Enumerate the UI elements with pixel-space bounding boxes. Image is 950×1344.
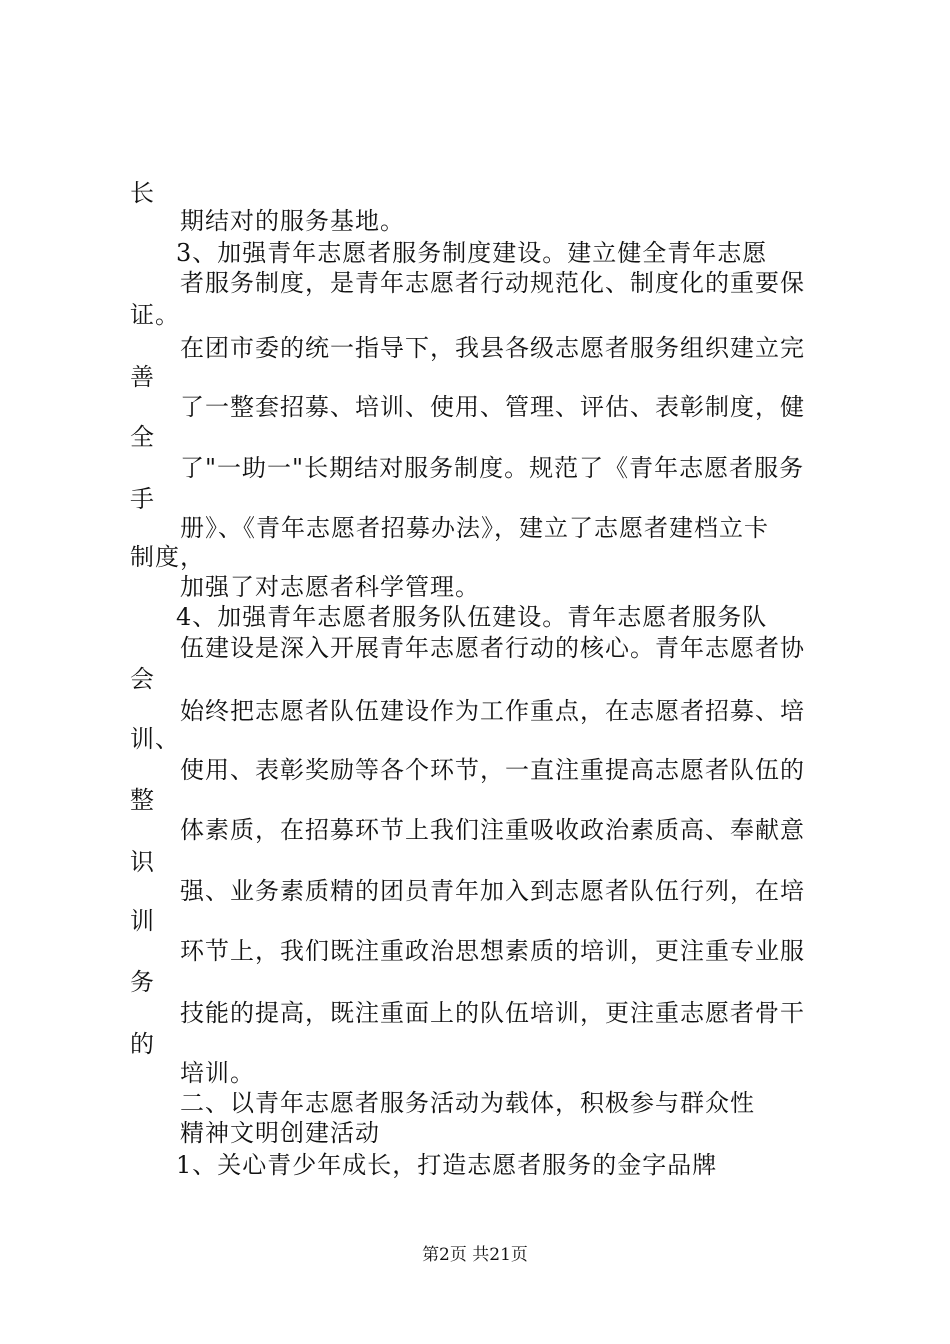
text-line: 在团市委的统一指导下，我县各级志愿者服务组织建立完 (180, 334, 805, 362)
text-line: 加强了对志愿者科学管理。 (180, 573, 480, 601)
text-line: 的 (130, 1030, 155, 1058)
text-line: 强、业务素质精的团员青年加入到志愿者队伍行列，在培 (180, 877, 805, 905)
text-line: 精神文明创建活动 (180, 1119, 380, 1147)
text-line: 善 (130, 363, 155, 391)
text-line: 制度， (130, 543, 205, 571)
text-line: 了一整套招募、培训、使用、管理、评估、表彰制度，健 (180, 393, 805, 421)
text-line: 册》、《青年志愿者招募办法》，建立了志愿者建档立卡 (180, 514, 769, 542)
text-line: 会 (130, 665, 155, 693)
text-line: 训、 (130, 725, 180, 753)
text-line: 长 (130, 179, 155, 207)
text-line: 环节上，我们既注重政治思想素质的培训，更注重专业服 (180, 937, 805, 965)
text-line: 手 (130, 485, 155, 513)
text-line: 证。 (130, 301, 180, 329)
page-number: 第2页 共21页 (422, 1245, 528, 1265)
text-line: 训 (130, 907, 155, 935)
text-line: 使用、表彰奖励等各个环节，一直注重提高志愿者队伍的 (180, 756, 805, 784)
text-line: 技能的提高，既注重面上的队伍培训，更注重志愿者骨干 (180, 999, 805, 1027)
text-line: 期结对的服务基地。 (180, 207, 405, 235)
text-line: 体素质，在招募环节上我们注重吸收政治素质高、奉献意 (180, 816, 805, 844)
text-line: 1、关心青少年成长，打造志愿者服务的金字品牌 (176, 1151, 718, 1179)
text-line: 了"一助一"长期结对服务制度。规范了《青年志愿者服务 (180, 454, 805, 482)
text-line: 伍建设是深入开展青年志愿者行动的核心。青年志愿者协 (180, 634, 805, 662)
text-line: 3、加强青年志愿者服务制度建设。建立健全青年志愿 (176, 239, 768, 267)
text-line: 全 (130, 423, 155, 451)
text-line: 培训。 (180, 1059, 255, 1087)
text-line: 整 (130, 786, 155, 814)
text-line: 识 (130, 848, 155, 876)
text-line: 者服务制度，是青年志愿者行动规范化、制度化的重要保 (180, 269, 805, 297)
text-line: 二、以青年志愿者服务活动为载体，积极参与群众性 (180, 1089, 755, 1117)
text-line: 始终把志愿者队伍建设作为工作重点，在志愿者招募、培 (180, 697, 805, 725)
text-line: 4、加强青年志愿者服务队伍建设。青年志愿者服务队 (176, 603, 768, 631)
text-line: 务 (130, 968, 155, 996)
